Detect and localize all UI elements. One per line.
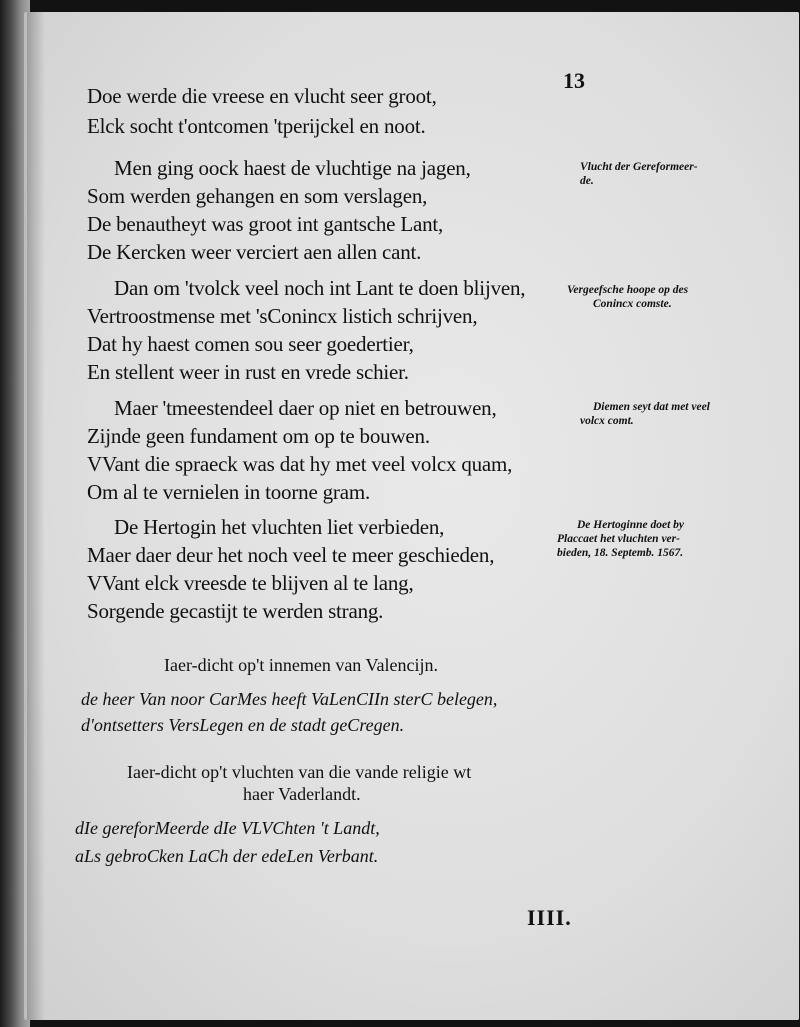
chronogram-heading: haer Vaderlandt. — [243, 784, 361, 804]
verse-line: Zijnde geen fundament om op te bouwen. — [87, 424, 430, 448]
margin-note-2 — [567, 283, 688, 311]
verse-line: Om al te vernielen in toorne gram. — [87, 480, 371, 504]
verse-line: Doe werde die vreese en vlucht seer groot, — [87, 84, 437, 108]
verse-line: Sorgende gecastijt te werden strang. — [87, 599, 384, 623]
margin-note-3 — [567, 400, 710, 428]
margin-note-line: Vlucht der Gereformeer- — [580, 161, 698, 173]
verse-line: En stellent weer in rust en vrede schier. — [87, 360, 409, 384]
chronogram-line: de heer Van noor CarMes heeft VaLenCIIn sterC belegen, — [81, 689, 498, 709]
margin-note-1 — [580, 160, 698, 188]
margin-note-line: bieden, 18. Septemb. 1567. — [557, 547, 684, 559]
verse-line: Maer 'tmeestendeel daer op niet en betrouwen, — [114, 396, 497, 420]
verse-line: De Hertogin het vluchten liet verbieden, — [114, 515, 445, 539]
chronogram-line: aLs gebroCken LaCh der edeLen Verbant. — [75, 846, 379, 866]
verse-line: Som werden gehangen en som verslagen, — [87, 184, 428, 208]
margin-note-line: De Hertoginne doet by — [577, 519, 684, 531]
margin-note-line: Placcaet het vluchten ver- — [557, 533, 680, 545]
verse-line: De benautheyt was groot int gantsche Lant, — [87, 212, 444, 236]
verse-line: Vertroostmense met 'sConincx listich schrijven, — [87, 304, 478, 328]
margin-note-line: Conincx comste. — [593, 298, 672, 310]
margin-note-line: Vergeefsche hoope op des — [567, 284, 689, 296]
verse-line: De Kercken weer verciert aen allen cant. — [87, 240, 422, 264]
chronogram-line: dIe gereforMeerde dIe VLVChten 't Landt, — [75, 818, 380, 838]
verse-line: VVant die spraeck was dat hy met veel volcx quam, — [87, 452, 513, 476]
chronogram-heading: Iaer-dicht op't innemen van Valencijn. — [164, 655, 438, 675]
verse-line: Dan om 'tvolck veel noch int Lant te doen blijven, — [114, 276, 526, 300]
catchword: IIII. — [527, 905, 572, 930]
margin-note-4 — [557, 518, 684, 560]
page-number: 13 — [563, 68, 585, 93]
margin-note-line: volcx comt. — [580, 415, 634, 427]
page-paper — [24, 12, 799, 1020]
verse-line: VVant elck vreesde te blijven al te lang, — [87, 571, 414, 595]
verse-line: Maer daer deur het noch veel te meer geschieden, — [87, 543, 495, 567]
margin-note-line: de. — [580, 175, 594, 187]
chronogram-line: d'ontsetters VersLegen en de stadt geCregen. — [81, 715, 405, 735]
margin-note-line: Diemen seyt dat met veel — [593, 401, 710, 413]
verse-line: Dat hy haest comen sou seer goedertier, — [87, 332, 414, 356]
chronogram-heading: Iaer-dicht op't vluchten van die vande religie wt — [127, 762, 472, 782]
verse-line: Men ging oock haest de vluchtige na jagen, — [114, 156, 471, 180]
verse-line: Elck socht t'ontcomen 'tperijckel en noot. — [87, 114, 426, 138]
